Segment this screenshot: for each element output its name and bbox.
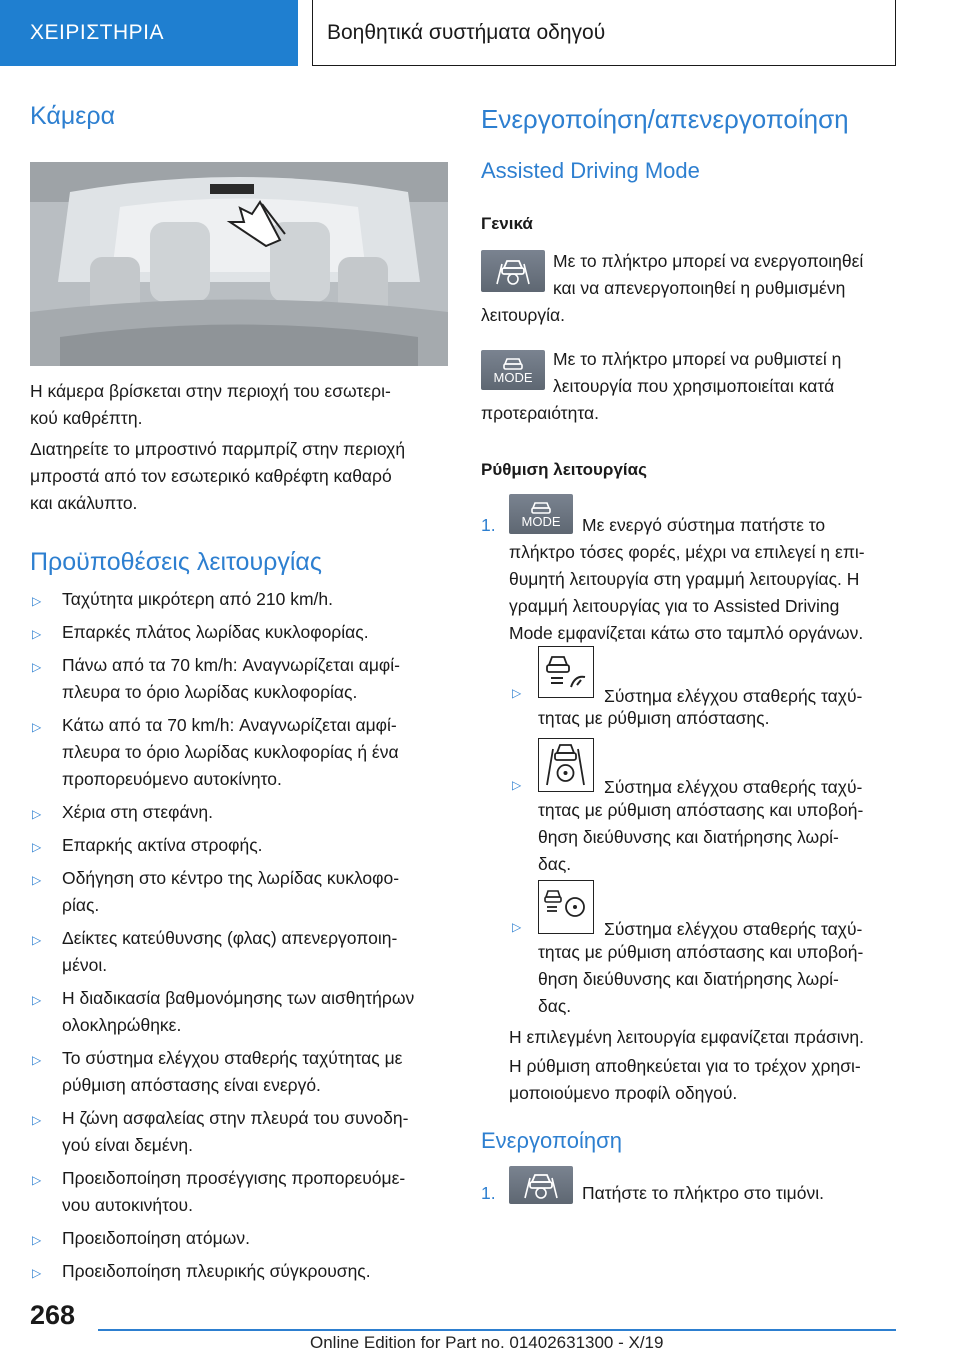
activation-step-number: 1. <box>481 1183 496 1203</box>
option2-line-4: δας. <box>538 854 572 874</box>
prerequisite-item-line: ρίας. <box>62 895 100 915</box>
car-outline-icon <box>501 357 525 371</box>
assisted-driving-button-icon <box>481 250 545 292</box>
bullet-triangle-icon: ▷ <box>32 840 42 854</box>
bullet-triangle-icon: ▷ <box>32 873 42 887</box>
activation-heading: Ενεργοποίηση <box>481 1128 622 1153</box>
prerequisite-item-line: Ταχύτητα μικρότερη από 210 km/h. <box>62 589 333 609</box>
profile-note-line-2: μοποιούμενο προφίλ οδηγού. <box>509 1083 738 1103</box>
camera-photo <box>30 162 448 366</box>
mode-label: MODE <box>493 369 533 385</box>
bullet-triangle-icon: ▷ <box>32 720 42 734</box>
prerequisite-item-line: πλευρα το όριο λωρίδας κυκλοφορίας. <box>62 682 358 702</box>
bullet-triangle-icon: ▷ <box>512 686 522 700</box>
chapter-tab: ΧΕΙΡΙΣΤΗΡΙΑ <box>0 0 298 66</box>
camera-paragraph-2-line-3: και ακάλυπτο. <box>30 493 138 513</box>
option1-line-2: τητας με ρύθμιση απόστασης. <box>538 708 770 728</box>
mode-button-icon <box>481 350 545 390</box>
acc-distance-icon <box>539 647 592 696</box>
general-paragraph-1-line-1: Με το πλήκτρο μπορεί να ενεργοποιηθεί <box>553 251 864 271</box>
camera-paragraph-1-line-2: κού καθρέπτη. <box>30 408 143 428</box>
step1-line-1: Με ενεργό σύστημα πατήστε το <box>582 515 826 535</box>
car-steering-icon <box>521 1170 561 1200</box>
bullet-triangle-icon: ▷ <box>32 933 42 947</box>
activation-step-text: Πατήστε το πλήκτρο στο τιμόνι. <box>582 1183 824 1203</box>
bullet-triangle-icon: ▷ <box>32 594 42 608</box>
prerequisite-item-line: προπορευόμενο αυτοκίνητο. <box>62 769 282 789</box>
prerequisite-item-line: Η ζώνη ασφαλείας στην πλευρά του συνοδη- <box>62 1108 409 1128</box>
camera-heading: Κάμερα <box>30 102 116 130</box>
footer-divider <box>98 1329 896 1331</box>
bullet-triangle-icon: ▷ <box>32 1173 42 1187</box>
camera-paragraph-1-line-1: Η κάμερα βρίσκεται στην περιοχή του εσωτερι- <box>30 381 391 401</box>
mode-button-icon-step <box>509 494 573 534</box>
prerequisite-item-line: μένοι. <box>62 955 108 975</box>
prerequisite-item-line: Η διαδικασία βαθμονόμησης των αισθητήρων <box>62 988 415 1008</box>
option1-line-1: Σύστημα ελέγχου σταθερής ταχύ- <box>604 686 863 706</box>
profile-note-line-1: Η ρύθμιση αποθηκεύεται για το τρέχον χρησι- <box>509 1056 861 1076</box>
prerequisite-item-line: Χέρια στη στεφάνη. <box>62 802 213 822</box>
prerequisites-heading: Προϋποθέσεις λειτουργίας <box>30 548 322 576</box>
prerequisite-item-line: νου αυτοκινήτου. <box>62 1195 193 1215</box>
mode-setting-heading: Ρύθμιση λειτουργίας <box>481 460 647 479</box>
prerequisite-item-line: Προειδοποίηση πλευρικής σύγκρουσης. <box>62 1261 371 1281</box>
option3-line-2: τητας με ρύθμιση απόστασης και υποβοή- <box>538 942 864 962</box>
camera-paragraph-2-line-2: μπροστά από τον εσωτερικό καθρέφτη καθαρό <box>30 466 392 486</box>
general-paragraph-2-line-3: προτεραιότητα. <box>481 403 599 423</box>
mode-label: MODE <box>521 513 561 529</box>
car-interior-illustration <box>30 162 448 366</box>
car-outline-icon <box>529 501 553 515</box>
acc-indicator-icon <box>538 646 594 698</box>
steering-assist-icon <box>539 881 592 932</box>
prerequisite-item-line: πλευρα το όριο λωρίδας κυκλοφορίας ή ένα <box>62 742 399 762</box>
bullet-triangle-icon: ▷ <box>32 1266 42 1280</box>
section-header-title: Βοηθητικά συστήματα οδηγού <box>312 0 896 66</box>
general-heading: Γενικά <box>481 214 533 233</box>
general-paragraph-2-line-2: λειτουργία που χρησιμοποιείται κατά <box>553 376 835 396</box>
prerequisite-item-line: γού είναι δεμένη. <box>62 1135 193 1155</box>
general-paragraph-2-line-1: Με το πλήκτρο μπορεί να ρυθμιστεί η <box>553 349 842 369</box>
prerequisite-item-line: Επαρκής ακτίνα στροφής. <box>62 835 263 855</box>
acc-steering-assist-indicator-icon <box>538 880 594 934</box>
page-number: 268 <box>30 1300 76 1330</box>
car-steering-icon <box>493 256 533 286</box>
prerequisite-item-line: Το σύστημα ελέγχου σταθερής ταχύτητας με <box>62 1048 403 1068</box>
step1-line-2: πλήκτρο τόσες φορές, μέχρι να επιλεγεί η επι- <box>509 542 865 562</box>
assisted-driving-button-icon-activation <box>509 1166 573 1204</box>
general-paragraph-1-line-2: και να απενεργοποιηθεί η ρυθμισμένη <box>553 278 846 298</box>
option3-line-4: δας. <box>538 996 572 1016</box>
bullet-triangle-icon: ▷ <box>32 1113 42 1127</box>
edition-footer: Online Edition for Part no. 01402631300 - X/19 <box>310 1333 664 1352</box>
step1-line-3: θυμητή λειτουργία στη γραμμή λειτουργίας. Η <box>509 569 860 589</box>
prerequisite-item-line: Επαρκές πλάτος λωρίδας κυκλοφορίας. <box>62 622 369 642</box>
camera-paragraph-2-line-1: Διατηρείτε το μπροστινό παρμπρίζ στην περιοχή <box>30 439 406 459</box>
step-number: 1. <box>481 515 496 535</box>
bullet-triangle-icon: ▷ <box>32 807 42 821</box>
lane-keeping-icon <box>539 739 592 790</box>
bullet-triangle-icon: ▷ <box>512 778 522 792</box>
prerequisite-item-line: Προειδοποίηση προσέγγισης προπορευόμε- <box>62 1168 406 1188</box>
bullet-triangle-icon: ▷ <box>32 1233 42 1247</box>
prerequisite-item-line: Δείκτες κατεύθυνσης (φλας) απενεργοποιη- <box>62 928 398 948</box>
prerequisite-item-line: Κάτω από τα 70 km/h: Αναγνωρίζεται αμφί- <box>62 715 397 735</box>
bullet-triangle-icon: ▷ <box>32 993 42 1007</box>
option3-line-1: Σύστημα ελέγχου σταθερής ταχύ- <box>604 919 863 939</box>
option2-line-3: θηση διεύθυνσης και διατήρησης λωρί- <box>538 827 839 847</box>
bullet-triangle-icon: ▷ <box>512 920 522 934</box>
step1-line-5: Mode εμφανίζεται κάτω στο ταμπλό οργάνων. <box>509 623 864 643</box>
bullet-triangle-icon: ▷ <box>32 660 42 674</box>
assisted-driving-mode-heading: Assisted Driving Mode <box>481 158 700 183</box>
prerequisite-item-line: ρύθμιση απόστασης είναι ενεργό. <box>62 1075 321 1095</box>
step1-line-4: γραμμή λειτουργίας για το Assisted Driving <box>509 596 840 616</box>
bullet-triangle-icon: ▷ <box>32 627 42 641</box>
selected-mode-note: Η επιλεγμένη λειτουργία εμφανίζεται πράσινη. <box>509 1027 864 1047</box>
option3-line-3: θηση διεύθυνσης και διατήρησης λωρί- <box>538 969 839 989</box>
activation-deactivation-heading: Ενεργοποίηση/απενεργοποίηση <box>481 104 849 134</box>
prerequisite-item-line: ολοκληρώθηκε. <box>62 1015 182 1035</box>
acc-steering-indicator-icon <box>538 738 594 792</box>
option2-line-1: Σύστημα ελέγχου σταθερής ταχύ- <box>604 777 863 797</box>
general-paragraph-1-line-3: λειτουργία. <box>481 305 565 325</box>
option2-line-2: τητας με ρύθμιση απόστασης και υποβοή- <box>538 800 864 820</box>
prerequisite-item-line: Προειδοποίηση ατόμων. <box>62 1228 250 1248</box>
bullet-triangle-icon: ▷ <box>32 1053 42 1067</box>
prerequisite-item-line: Πάνω από τα 70 km/h: Αναγνωρίζεται αμφί- <box>62 655 400 675</box>
prerequisite-item-line: Οδήγηση στο κέντρο της λωρίδας κυκλοφο- <box>62 868 400 888</box>
